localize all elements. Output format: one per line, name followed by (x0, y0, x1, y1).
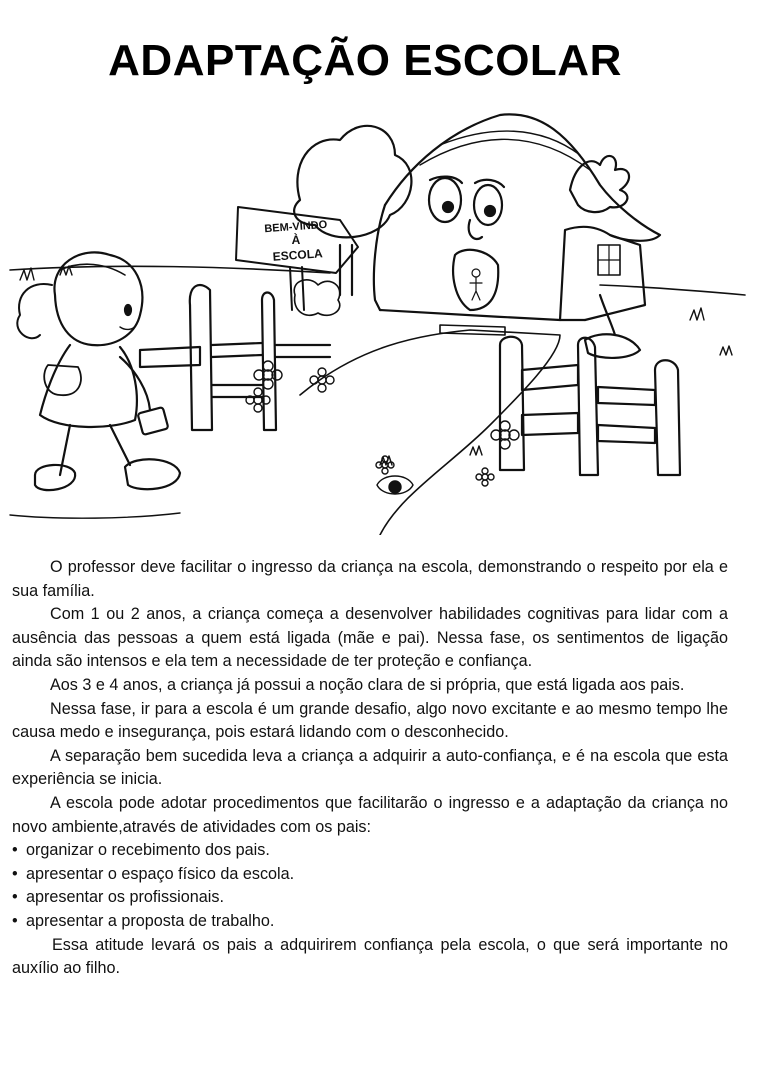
activity-list (12, 839, 728, 933)
bullet-icon: • (12, 864, 18, 883)
bush (294, 280, 340, 316)
bullet-icon: • (12, 841, 18, 860)
article-body (12, 556, 728, 981)
school-illustration (0, 95, 758, 535)
lunchbox (138, 407, 169, 435)
paragraph-1: O professor deve facilitar o ingresso da criança na escola, demonstrando o respeito por ela e sua família. (12, 558, 728, 600)
paragraph-5: A separação bem sucedida leva a criança a adquirir a auto-confiança, e é na escola que esta experiência se inicia. (12, 746, 728, 789)
list-item: • apresentar o espaço físico da escola. (12, 863, 728, 887)
paragraph-3: Aos 3 e 4 anos, a criança já possui a noção clara de si própria, que está ligada aos pais. (50, 675, 685, 694)
school-house (374, 114, 660, 358)
list-item: • apresentar os profissionais. (12, 886, 728, 910)
girl-character (10, 252, 180, 518)
page-title: ADAPTAÇÃO ESCOLAR (108, 36, 622, 85)
sign-line-2: À (291, 233, 301, 247)
sign-line-3: ESCOLA (272, 246, 324, 264)
sign-line-1: BEM-VINDO (263, 218, 328, 236)
paragraph-6: A escola pode adotar procedimentos que facilitarão o ingresso e a adaptação da criança no novo ambiente,através de atividades com os pais: (12, 793, 728, 836)
shoe-left (35, 465, 75, 490)
house-eye-right (474, 185, 502, 225)
bullet-icon: • (12, 888, 18, 907)
paragraph-2: Com 1 ou 2 anos, a criança começa a desenvolver habilidades cognitivas para lidar com a ausência das pessoas a quem está ligada (mãe e pai). Nessa fase, os sentimentos de ligação ainda são intensos e ela tem a necessidade de ter proteção e confiança. (12, 605, 728, 671)
grass (20, 266, 732, 465)
backpack (44, 365, 81, 395)
house-eye-left (429, 178, 461, 222)
list-item: • apresentar a proposta de trabalho. (12, 910, 728, 934)
flowers (246, 361, 519, 494)
bullet-icon: • (12, 911, 18, 930)
paragraph-4: Nessa fase, ir para a escola é um grande desafio, algo novo excitante e ao mesmo tempo lhe causa medo e insegurança, pois estará lidando com o desconhecido. (12, 699, 728, 742)
closing-paragraph: Essa atitude levará os pais a adquirirem confiança pela escola, o que será importante no auxílio ao filho. (12, 935, 728, 978)
fence-left (140, 285, 330, 430)
list-item: • organizar o recebimento dos pais. (12, 839, 728, 863)
house-foot (585, 334, 640, 358)
fence-right (500, 337, 680, 475)
shoe-right (125, 459, 180, 489)
